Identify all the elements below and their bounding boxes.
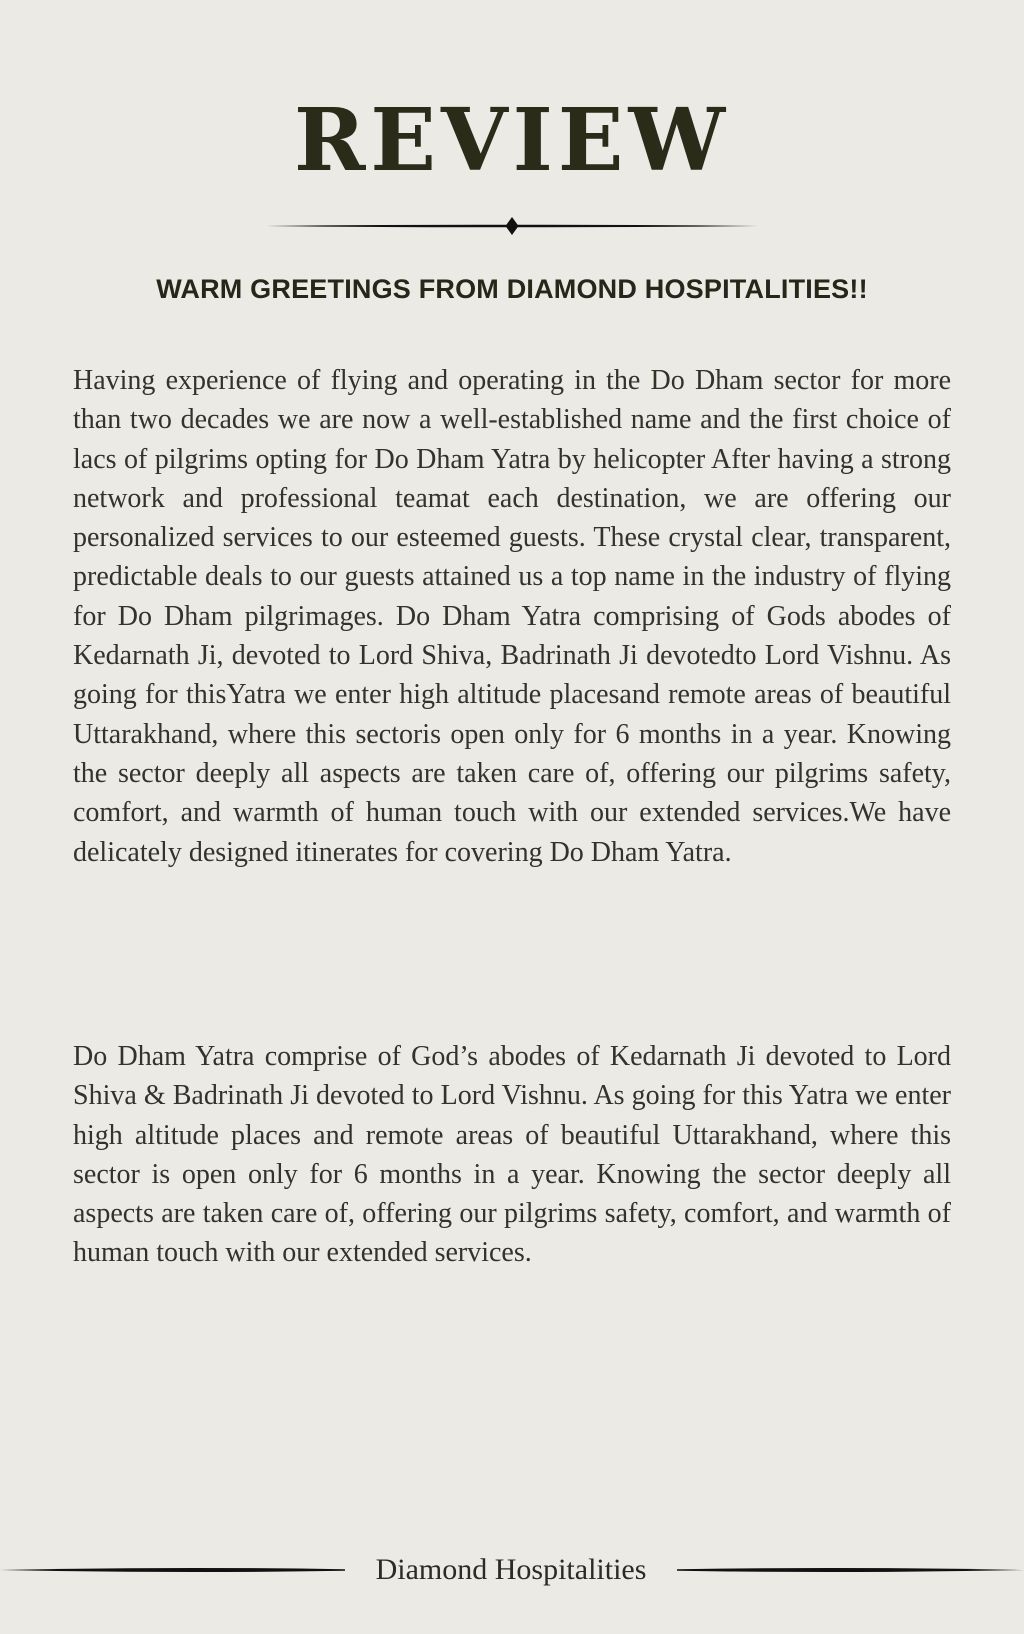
footer (0, 1548, 1024, 1592)
greeting-heading: WARM GREETINGS FROM DIAMOND HOSPITALITIES!! (156, 274, 868, 304)
body-paragraph-1: Having experience of flying and operating in the Do Dham sector for more than two decades we are now a well-established name and the first choice of lacs of pilgrims opting for Do Dham Yatra by helicopter After having a strong network and professional teamat each destination, we are offering our personalized services to our esteemed guests. These crystal clear, transparent, predictable deals to our guests attained us a top name in the industry of flying for Do Dham pilgrimages. Do Dham Yatra comprising of Gods abodes of Kedarnath Ji, devoted to Lord Shiva, Badrinath Ji devotedto Lord Vishnu. As going for thisYatra we enter high altitude placesand remote areas of beautiful Uttarakhand, where this sectoris open only for 6 months in a year. Knowing the sector deeply all aspects are taken care of, offering our pilgrims safety, comfort, and warmth of human touch with our extended services.We have delicately designed itinerates for covering Do Dham Yatra. (73, 365, 951, 868)
page-title: REVIEW (293, 90, 731, 191)
footer-divider-right (677, 1566, 1024, 1574)
diamond-icon (506, 217, 519, 235)
title-divider-ornament (266, 216, 758, 236)
footer-brand-name: Diamond Hospitalities (375, 1553, 647, 1586)
body-paragraph-2: Do Dham Yatra comprise of God’s abodes of Kedarnath Ji devoted to Lord Shiva & Badrinath Ji devoted to Lord Vishnu. As going for this Yatra we enter high altitude places and remote areas of beautiful Uttarakhand, where this sector is open only for 6 months in a year. Knowing the sector deeply all aspects are taken care of, offering our pilgrims safety, comfort, and warmth of human touch with our extended services. (73, 1041, 951, 1269)
footer-divider-left (0, 1566, 345, 1574)
